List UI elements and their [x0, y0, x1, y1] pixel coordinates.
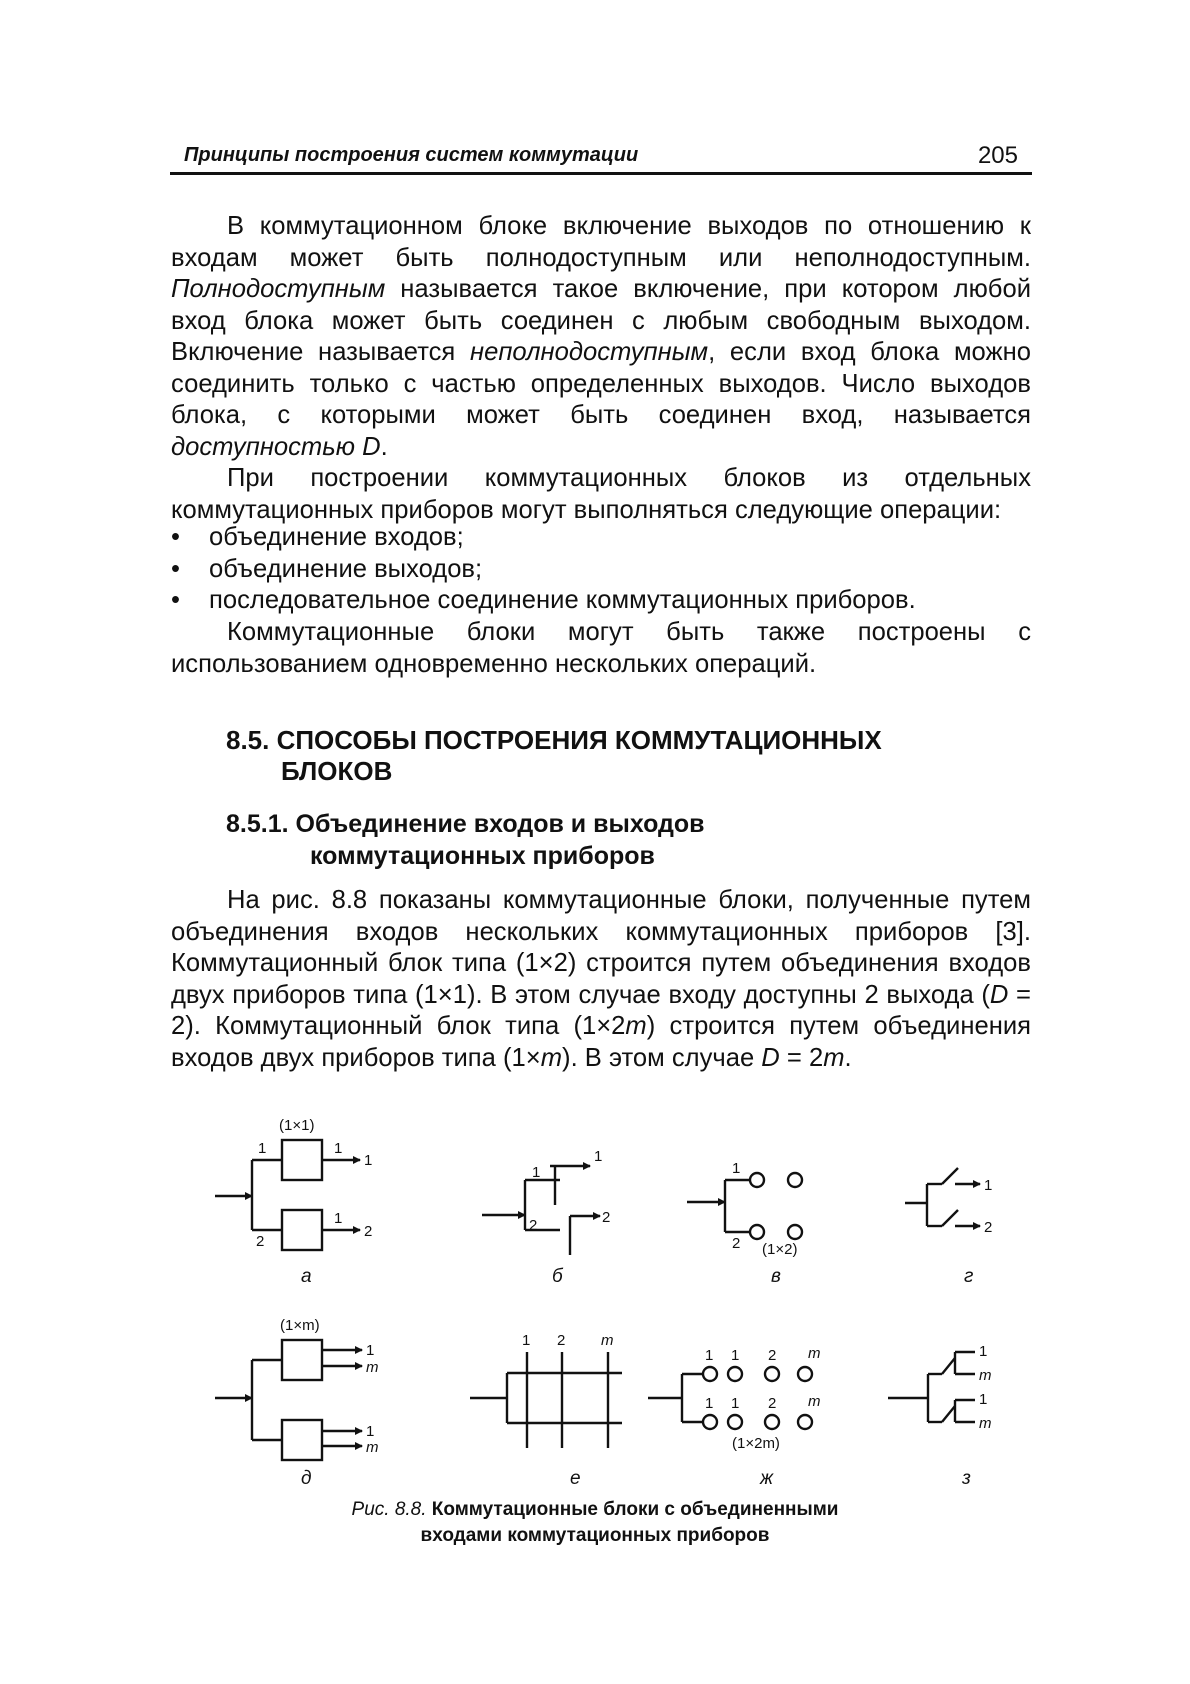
label-1x2: (1×2)	[762, 1241, 798, 1258]
caption-label: Рис. 8.8.	[351, 1499, 427, 1520]
paragraph-4	[171, 885, 1031, 1074]
figure-8-8	[0, 1105, 1190, 1495]
list-item: • объединение входов;	[171, 522, 1031, 554]
label-n: 1	[731, 1347, 740, 1364]
label-n: 2	[984, 1219, 993, 1236]
diagram-e	[470, 1352, 622, 1448]
text-span: , если вход блока можно соединить только с частью определенных выходов. Число выходов блока, с которыми может быть соединен вход, называется	[171, 338, 1031, 429]
paragraph-2: При построении коммутационных блоков из отдельных коммутационных приборов могут выполняться следующие операции:	[171, 464, 1031, 524]
subfigure-label-e: е	[570, 1468, 581, 1489]
section-heading-line1: 8.5. СПОСОБЫ ПОСТРОЕНИЯ КОММУТАЦИОННЫХ	[226, 725, 882, 755]
text-span: ) строится путем объединения входов двух приборов типа (1×	[171, 1012, 1031, 1072]
label-m: m	[366, 1359, 379, 1376]
label-n: 1	[732, 1160, 741, 1177]
subsection-heading	[226, 808, 705, 872]
label-m: m	[808, 1393, 821, 1410]
subsection-heading-line2: коммутационных приборов	[310, 842, 655, 870]
list-item: • последовательное соединение коммутационных приборов.	[171, 585, 1031, 617]
label-n: 1	[364, 1152, 373, 1169]
diagram-v	[687, 1173, 802, 1239]
label-n: 1	[366, 1342, 375, 1359]
label-m: m	[979, 1367, 992, 1384]
label-n: 1	[705, 1395, 714, 1412]
text-span: D	[989, 980, 1009, 1009]
label-n: 2	[256, 1233, 265, 1250]
diagram-z	[888, 1352, 975, 1422]
term-availability: доступностью D	[171, 432, 381, 461]
paragraph-1	[171, 211, 1031, 463]
label-m: m	[979, 1415, 992, 1432]
label-n: 2	[557, 1332, 566, 1349]
label-n: 1	[731, 1395, 740, 1412]
text-span: D	[761, 1043, 780, 1072]
label-n: 1	[594, 1148, 603, 1165]
label-n: 1	[258, 1140, 267, 1157]
label-n: 2	[732, 1235, 741, 1252]
subsection-heading-line1: 8.5.1. Объединение входов и выходов	[226, 810, 705, 838]
paragraph-4-wrap	[171, 885, 1031, 1074]
subfigure-label-v: в	[771, 1266, 781, 1287]
figure-caption	[0, 1497, 1190, 1549]
label-n: 1	[366, 1423, 375, 1440]
label-n: 1	[979, 1391, 988, 1408]
text-span: ). В этом случае	[562, 1043, 762, 1072]
label-m: m	[601, 1332, 614, 1349]
label-n: 1	[984, 1177, 993, 1194]
paragraph-3-wrap	[171, 617, 1031, 680]
label-n: 2	[364, 1223, 373, 1240]
page-number: 205	[977, 142, 1018, 169]
label-n: 1	[979, 1343, 988, 1360]
intro-paragraphs	[171, 211, 1031, 526]
label-n: 1	[334, 1210, 343, 1227]
label-n: 1	[522, 1332, 531, 1349]
text-span: m	[540, 1043, 563, 1072]
caption-line2: входами коммутационных приборов	[420, 1525, 770, 1546]
label-n: 2	[768, 1347, 777, 1364]
text-span: На рис. 8.8 показаны коммутационные блоки, полученные путем объединения входов нескольких коммутационных приборов [3]. Коммутационный блок типа (1×2) строится путем объединения входов двух приборов типа (1×1). В этом случае входу доступны 2 выхода (	[171, 886, 1031, 1009]
diagram-zh	[648, 1367, 812, 1429]
label-m: m	[808, 1345, 821, 1362]
running-header-title: Принципы построения систем коммутации	[184, 144, 639, 166]
label-n: 1	[532, 1164, 541, 1181]
term-partial-access: неполнодоступным	[470, 338, 709, 366]
text-span: .	[380, 432, 388, 461]
section-heading	[226, 725, 882, 787]
text-span: = 2	[779, 1043, 824, 1072]
label-1x1: (1×1)	[279, 1117, 315, 1134]
label-m: m	[366, 1439, 379, 1456]
caption-line1	[0, 1497, 1190, 1523]
caption-text: Коммутационные блоки с объединенными	[426, 1499, 839, 1520]
operations-list	[171, 522, 1031, 617]
text-span: m	[625, 1012, 647, 1040]
text-span: называется такое включение, при котором любой вход блока может быть соединен с любым свободным выходом. Включение называется	[171, 275, 1031, 366]
text-span: = 2). Коммутационный блок типа (1×2	[171, 980, 1031, 1040]
subfigure-label-a: а	[301, 1266, 312, 1287]
label-n: 2	[602, 1209, 611, 1226]
diagram-d	[215, 1340, 362, 1460]
section-heading-line2: БЛОКОВ	[281, 756, 393, 786]
running-header	[170, 132, 1032, 175]
label-1xm: (1×m)	[280, 1317, 320, 1334]
label-n: 1	[705, 1347, 714, 1364]
diagram-g	[905, 1168, 980, 1226]
subfigure-label-g: г	[964, 1266, 974, 1287]
label-1x2m: (1×2m)	[732, 1435, 780, 1452]
subfigure-label-zh: ж	[760, 1468, 774, 1489]
text-span: .	[844, 1043, 852, 1072]
text-span: m	[823, 1043, 845, 1072]
subfigure-label-z: з	[962, 1468, 971, 1489]
paragraph-3: Коммутационные блоки могут быть также построены с использованием одновременно нескольких операций.	[171, 618, 1031, 678]
subfigure-label-b: б	[552, 1266, 563, 1287]
subfigure-label-d: д	[301, 1468, 312, 1489]
diagram-b	[482, 1166, 600, 1255]
term-full-access: Полнодоступным	[171, 275, 386, 303]
text-span: В коммутационном блоке включение выходов по отношению к входам может быть полнодоступным или неполнодоступным.	[171, 212, 1031, 272]
list-item: • объединение выходов;	[171, 554, 1031, 586]
label-n: 1	[334, 1140, 343, 1157]
label-n: 2	[768, 1395, 777, 1412]
label-n: 2	[529, 1217, 538, 1234]
